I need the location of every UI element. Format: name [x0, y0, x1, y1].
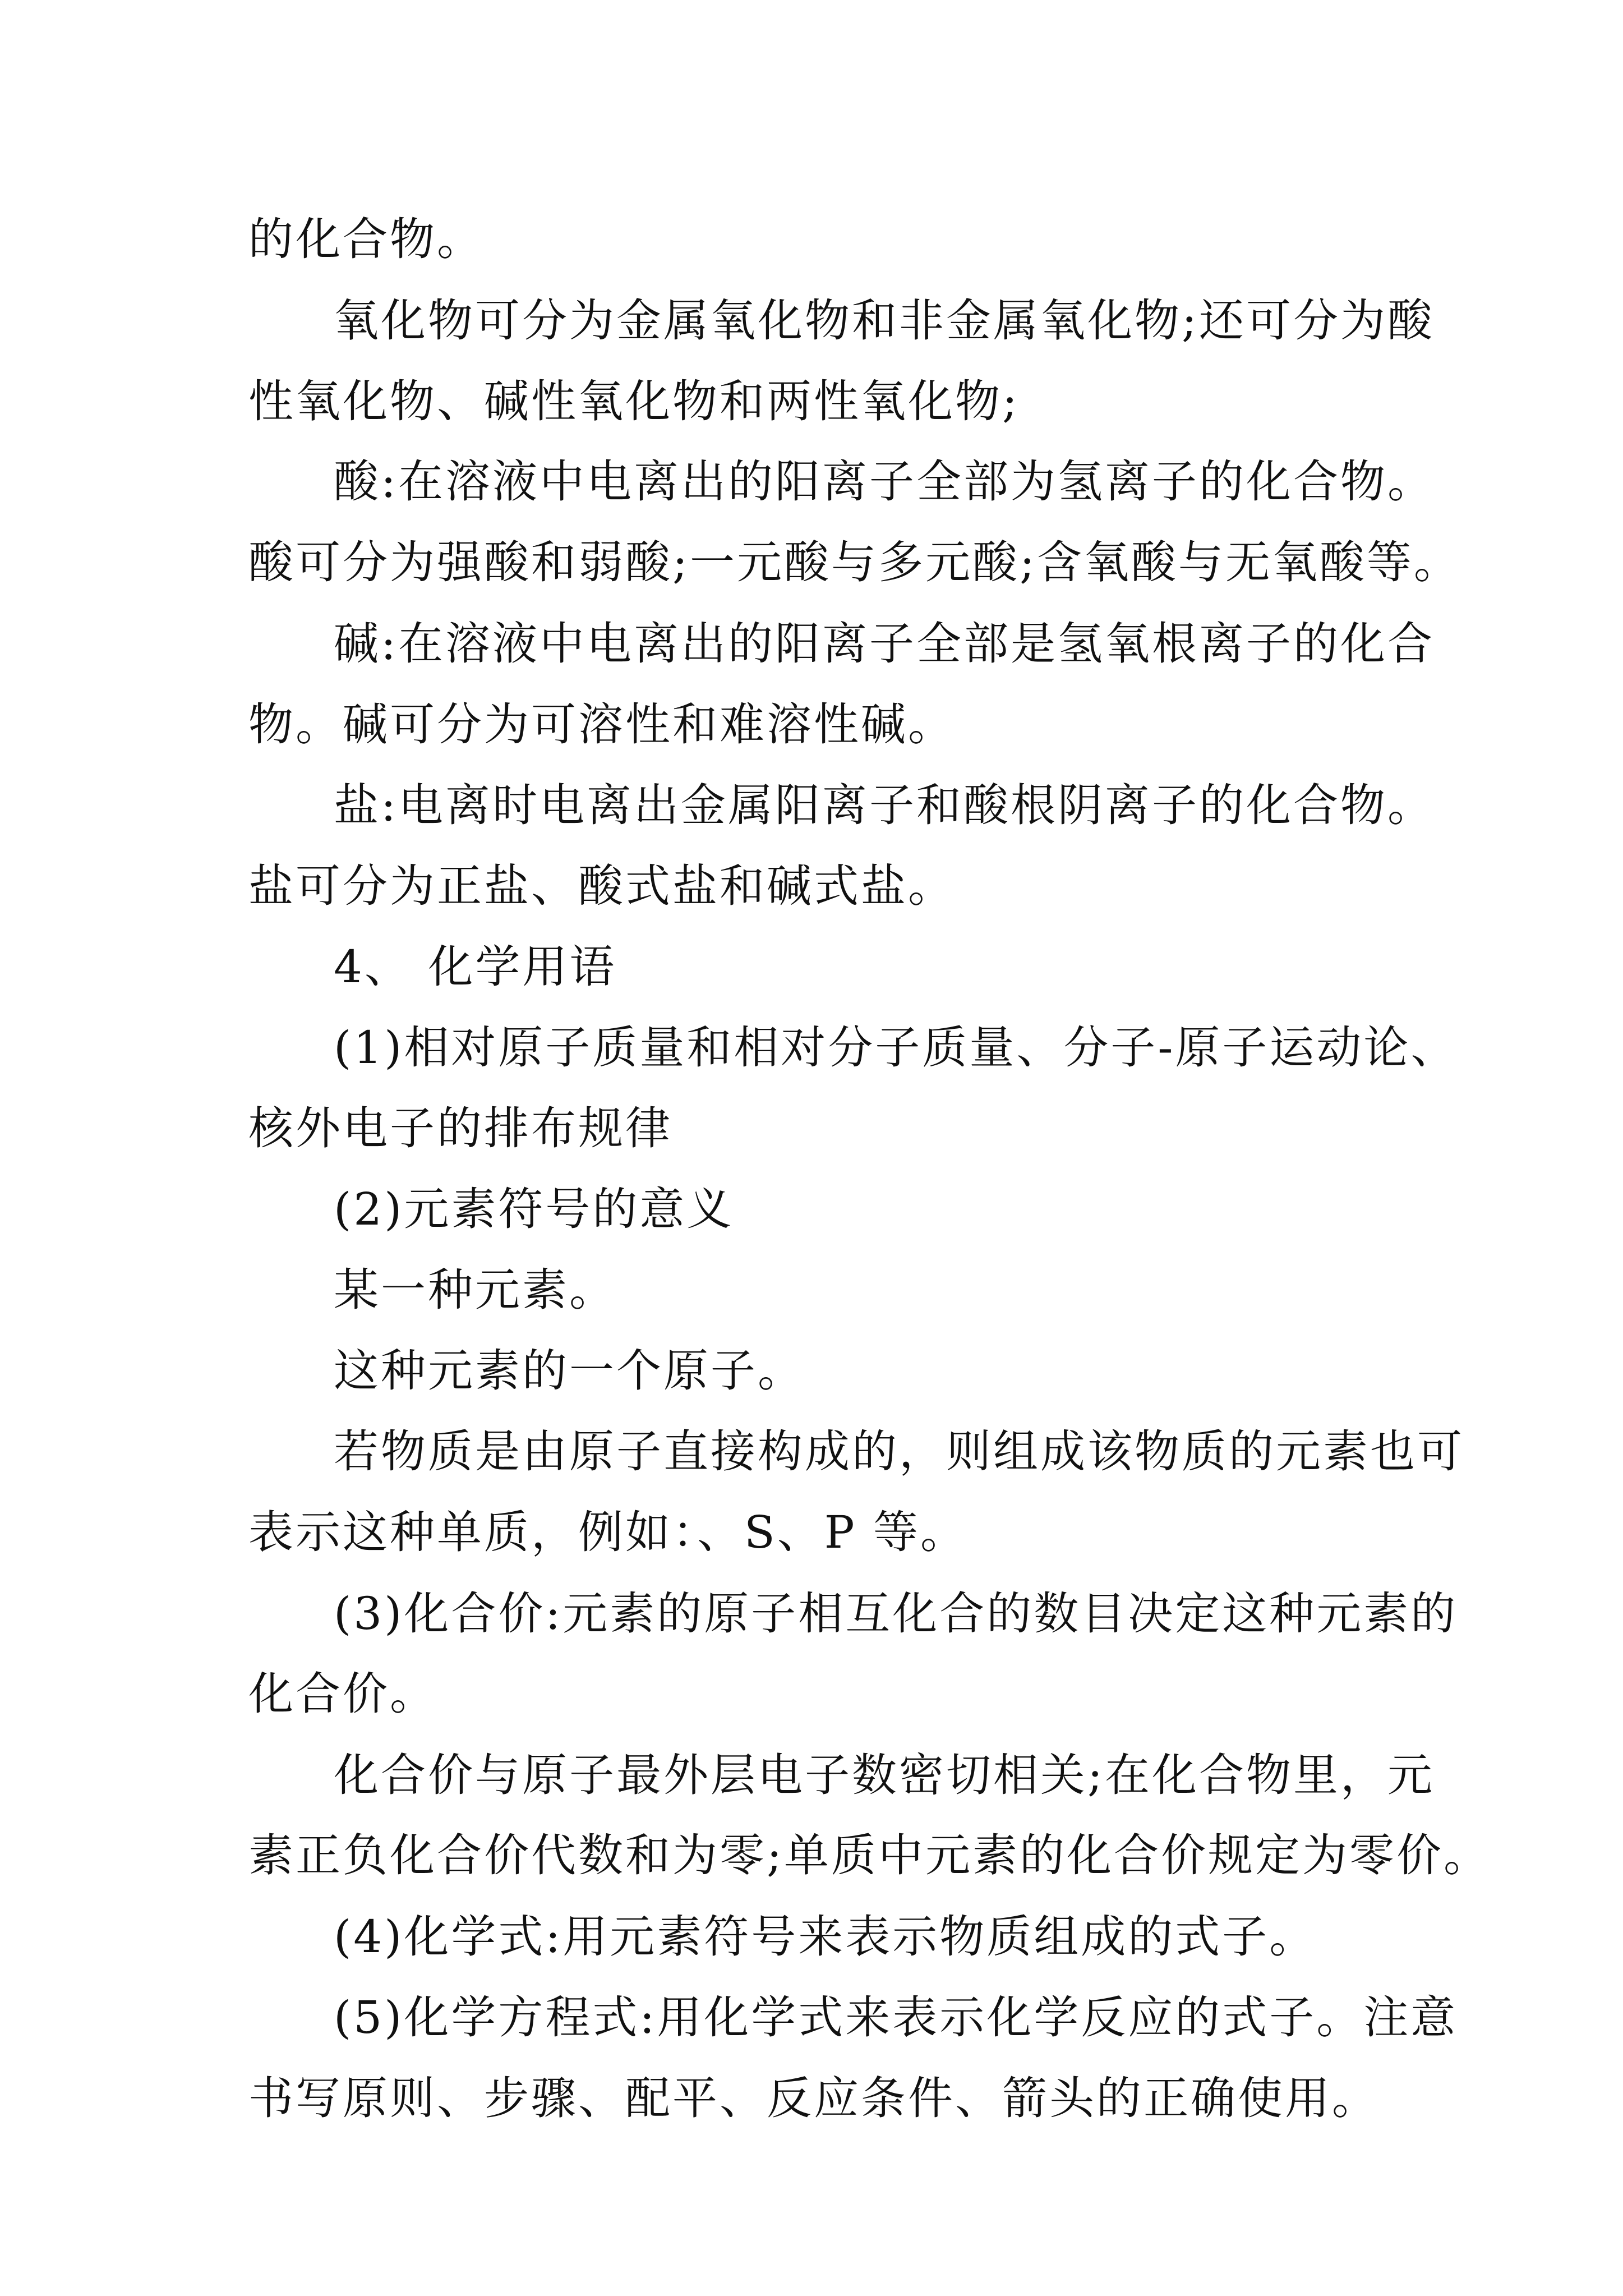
text-line: 这种元素的一个原子。: [334, 1345, 805, 1397]
text-line: (4)化学式:用元素符号来表示物质组成的式子。: [334, 1911, 1317, 1963]
text-line: 酸可分为强酸和弱酸;一元酸与多元酸;含氧酸与无氧酸等。: [248, 536, 1461, 588]
text-line: 某一种元素。: [334, 1264, 616, 1316]
text-line: 化合价。: [248, 1668, 437, 1720]
text-line: 书写原则、步骤、配平、反应条件、箭头的正确使用。: [248, 2072, 1379, 2124]
text-line: 性氧化物、碱性氧化物和两性氧化物;: [248, 375, 1020, 427]
text-line: (5)化学方程式:用化学式来表示化学反应的式子。注意: [334, 1991, 1458, 2044]
text-line: (2)元素符号的意义: [334, 1183, 734, 1235]
text-line: 核外电子的排布规律: [248, 1102, 672, 1154]
text-line: 表示这种单质，例如：、S、P 等。: [248, 1506, 968, 1558]
text-line: 素正负化合价代数和为零;单质中元素的化合价规定为零价。: [248, 1829, 1491, 1881]
text-line: 氧化物可分为金属氧化物和非金属氧化物;还可分为酸: [334, 295, 1435, 347]
text-line: 盐可分为正盐、酸式盐和碱式盐。: [248, 860, 955, 912]
text-line: 酸:在溶液中电离出的阳离子全部为氢离子的化合物。: [334, 455, 1435, 508]
text-line: 的化合物。: [248, 213, 484, 265]
text-line: 若物质是由原子直接构成的，则组成该物质的元素也可: [334, 1425, 1464, 1478]
text-line: 碱:在溶液中电离出的阳离子全部是氢氧根离子的化合: [334, 618, 1435, 670]
text-line: 化合价与原子最外层电子数密切相关;在化合物里，元: [334, 1749, 1435, 1801]
text-line: 物。碱可分为可溶性和难溶性碱。: [248, 698, 955, 751]
section-heading: 4、 化学用语: [334, 941, 617, 993]
text-line: (3)化合价:元素的原子相互化合的数目决定这种元素的: [334, 1588, 1458, 1640]
text-line: 盐:电离时电离出金属阳离子和酸根阴离子的化合物。: [334, 779, 1435, 831]
text-line: (1)相对原子质量和相对分子质量、分子-原子运动论、: [334, 1022, 1458, 1074]
